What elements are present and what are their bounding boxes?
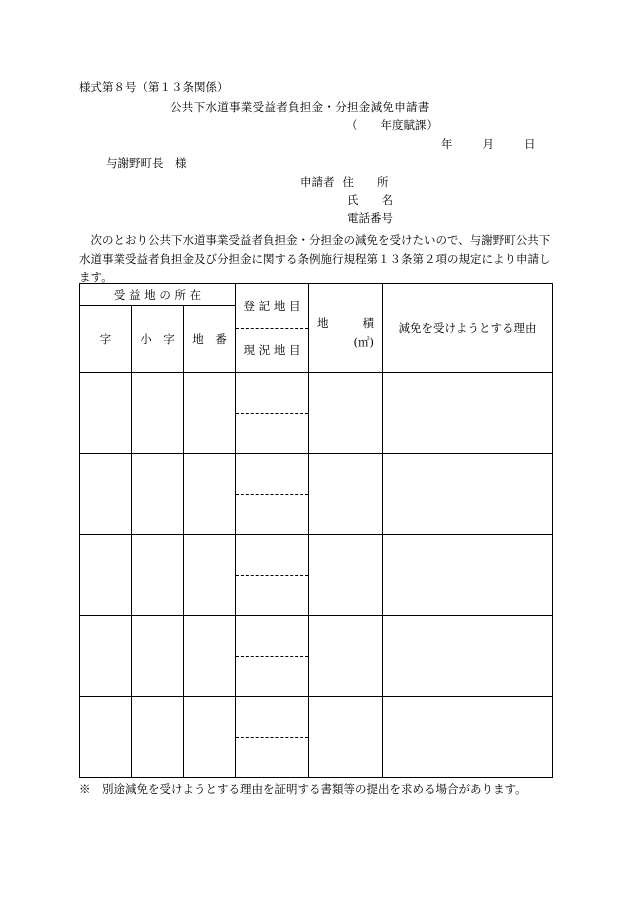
table-row [80, 373, 553, 454]
koaza-cell[interactable] [132, 454, 184, 535]
land-category-cell[interactable] [236, 535, 309, 616]
date-year: 年 [441, 137, 453, 151]
reason-cell[interactable] [383, 454, 553, 535]
land-category-header [236, 284, 309, 373]
aza-cell[interactable] [80, 616, 132, 697]
area-cell[interactable] [309, 373, 383, 454]
date-day: 日 [524, 137, 536, 151]
area-cell[interactable] [309, 535, 383, 616]
area-header [309, 284, 383, 373]
form-number: 様式第８号（第１３条関係） [79, 80, 229, 94]
aza-cell[interactable] [80, 373, 132, 454]
land-category-cell[interactable] [236, 697, 309, 778]
area-label-1: 地 [317, 316, 329, 330]
koaza-cell[interactable] [132, 697, 184, 778]
table-row [80, 535, 553, 616]
koaza-cell[interactable] [132, 373, 184, 454]
chiban-cell[interactable] [184, 535, 236, 616]
reason-header: 減免を受けようとする理由 [383, 284, 553, 373]
beneficiary-land-table [79, 283, 553, 778]
chiban-cell[interactable] [184, 616, 236, 697]
date-month: 月 [482, 137, 494, 151]
application-statement: 次のとおり公共下水道事業受益者負担金・分担金の減免を受けたいので、与謝野町公共下水道事業受益者負担金及び分担金に関する条例施行規程第１３条第２項の規定により申請します。 [79, 233, 551, 284]
fiscal-year-note: （ 年度賦課） [346, 118, 438, 132]
chiban-cell[interactable] [184, 697, 236, 778]
applicant-label: 申請者 [300, 175, 335, 189]
area-cell[interactable] [309, 697, 383, 778]
area-cell[interactable] [309, 616, 383, 697]
reason-cell[interactable] [383, 616, 553, 697]
footnote: ※ 別途減免を受けようとする理由を証明する書類等の提出を求める場合があります。 [79, 782, 527, 796]
aza-cell[interactable] [80, 697, 132, 778]
location-header: 受 益 地 の 所 在 [80, 284, 236, 306]
area-cell[interactable] [309, 454, 383, 535]
chiban-cell[interactable] [184, 373, 236, 454]
chiban-cell[interactable] [184, 454, 236, 535]
koaza-cell[interactable] [132, 535, 184, 616]
actual-category-header: 現 況 地 目 [243, 343, 301, 358]
aza-cell[interactable] [80, 454, 132, 535]
reason-cell[interactable] [383, 535, 553, 616]
table-row [80, 616, 553, 697]
applicant-address-line [300, 177, 389, 189]
koaza-header: 小 字 [132, 306, 184, 373]
chiban-header: 地 番 [184, 306, 236, 373]
name-label: 氏 名 [347, 193, 393, 207]
document-title: 公共下水道事業受益者負担金・分担金減免申請書 [170, 100, 430, 114]
table-row [80, 454, 553, 535]
koaza-cell[interactable] [132, 616, 184, 697]
land-category-cell[interactable] [236, 454, 309, 535]
registered-category-header: 登 記 地 目 [236, 284, 308, 329]
land-category-cell[interactable] [236, 373, 309, 454]
land-category-cell[interactable] [236, 616, 309, 697]
aza-cell[interactable] [80, 535, 132, 616]
aza-header: 字 [80, 306, 132, 373]
address-label: 住 所 [342, 175, 389, 189]
area-unit: (㎡) [353, 335, 375, 349]
reason-cell[interactable] [383, 373, 553, 454]
reason-cell[interactable] [383, 697, 553, 778]
phone-label: 電話番号 [347, 211, 393, 225]
date-line [441, 139, 536, 151]
addressee: 与謝野町長 様 [106, 156, 187, 170]
area-label-2: 積 [362, 316, 375, 330]
table-row [80, 697, 553, 778]
